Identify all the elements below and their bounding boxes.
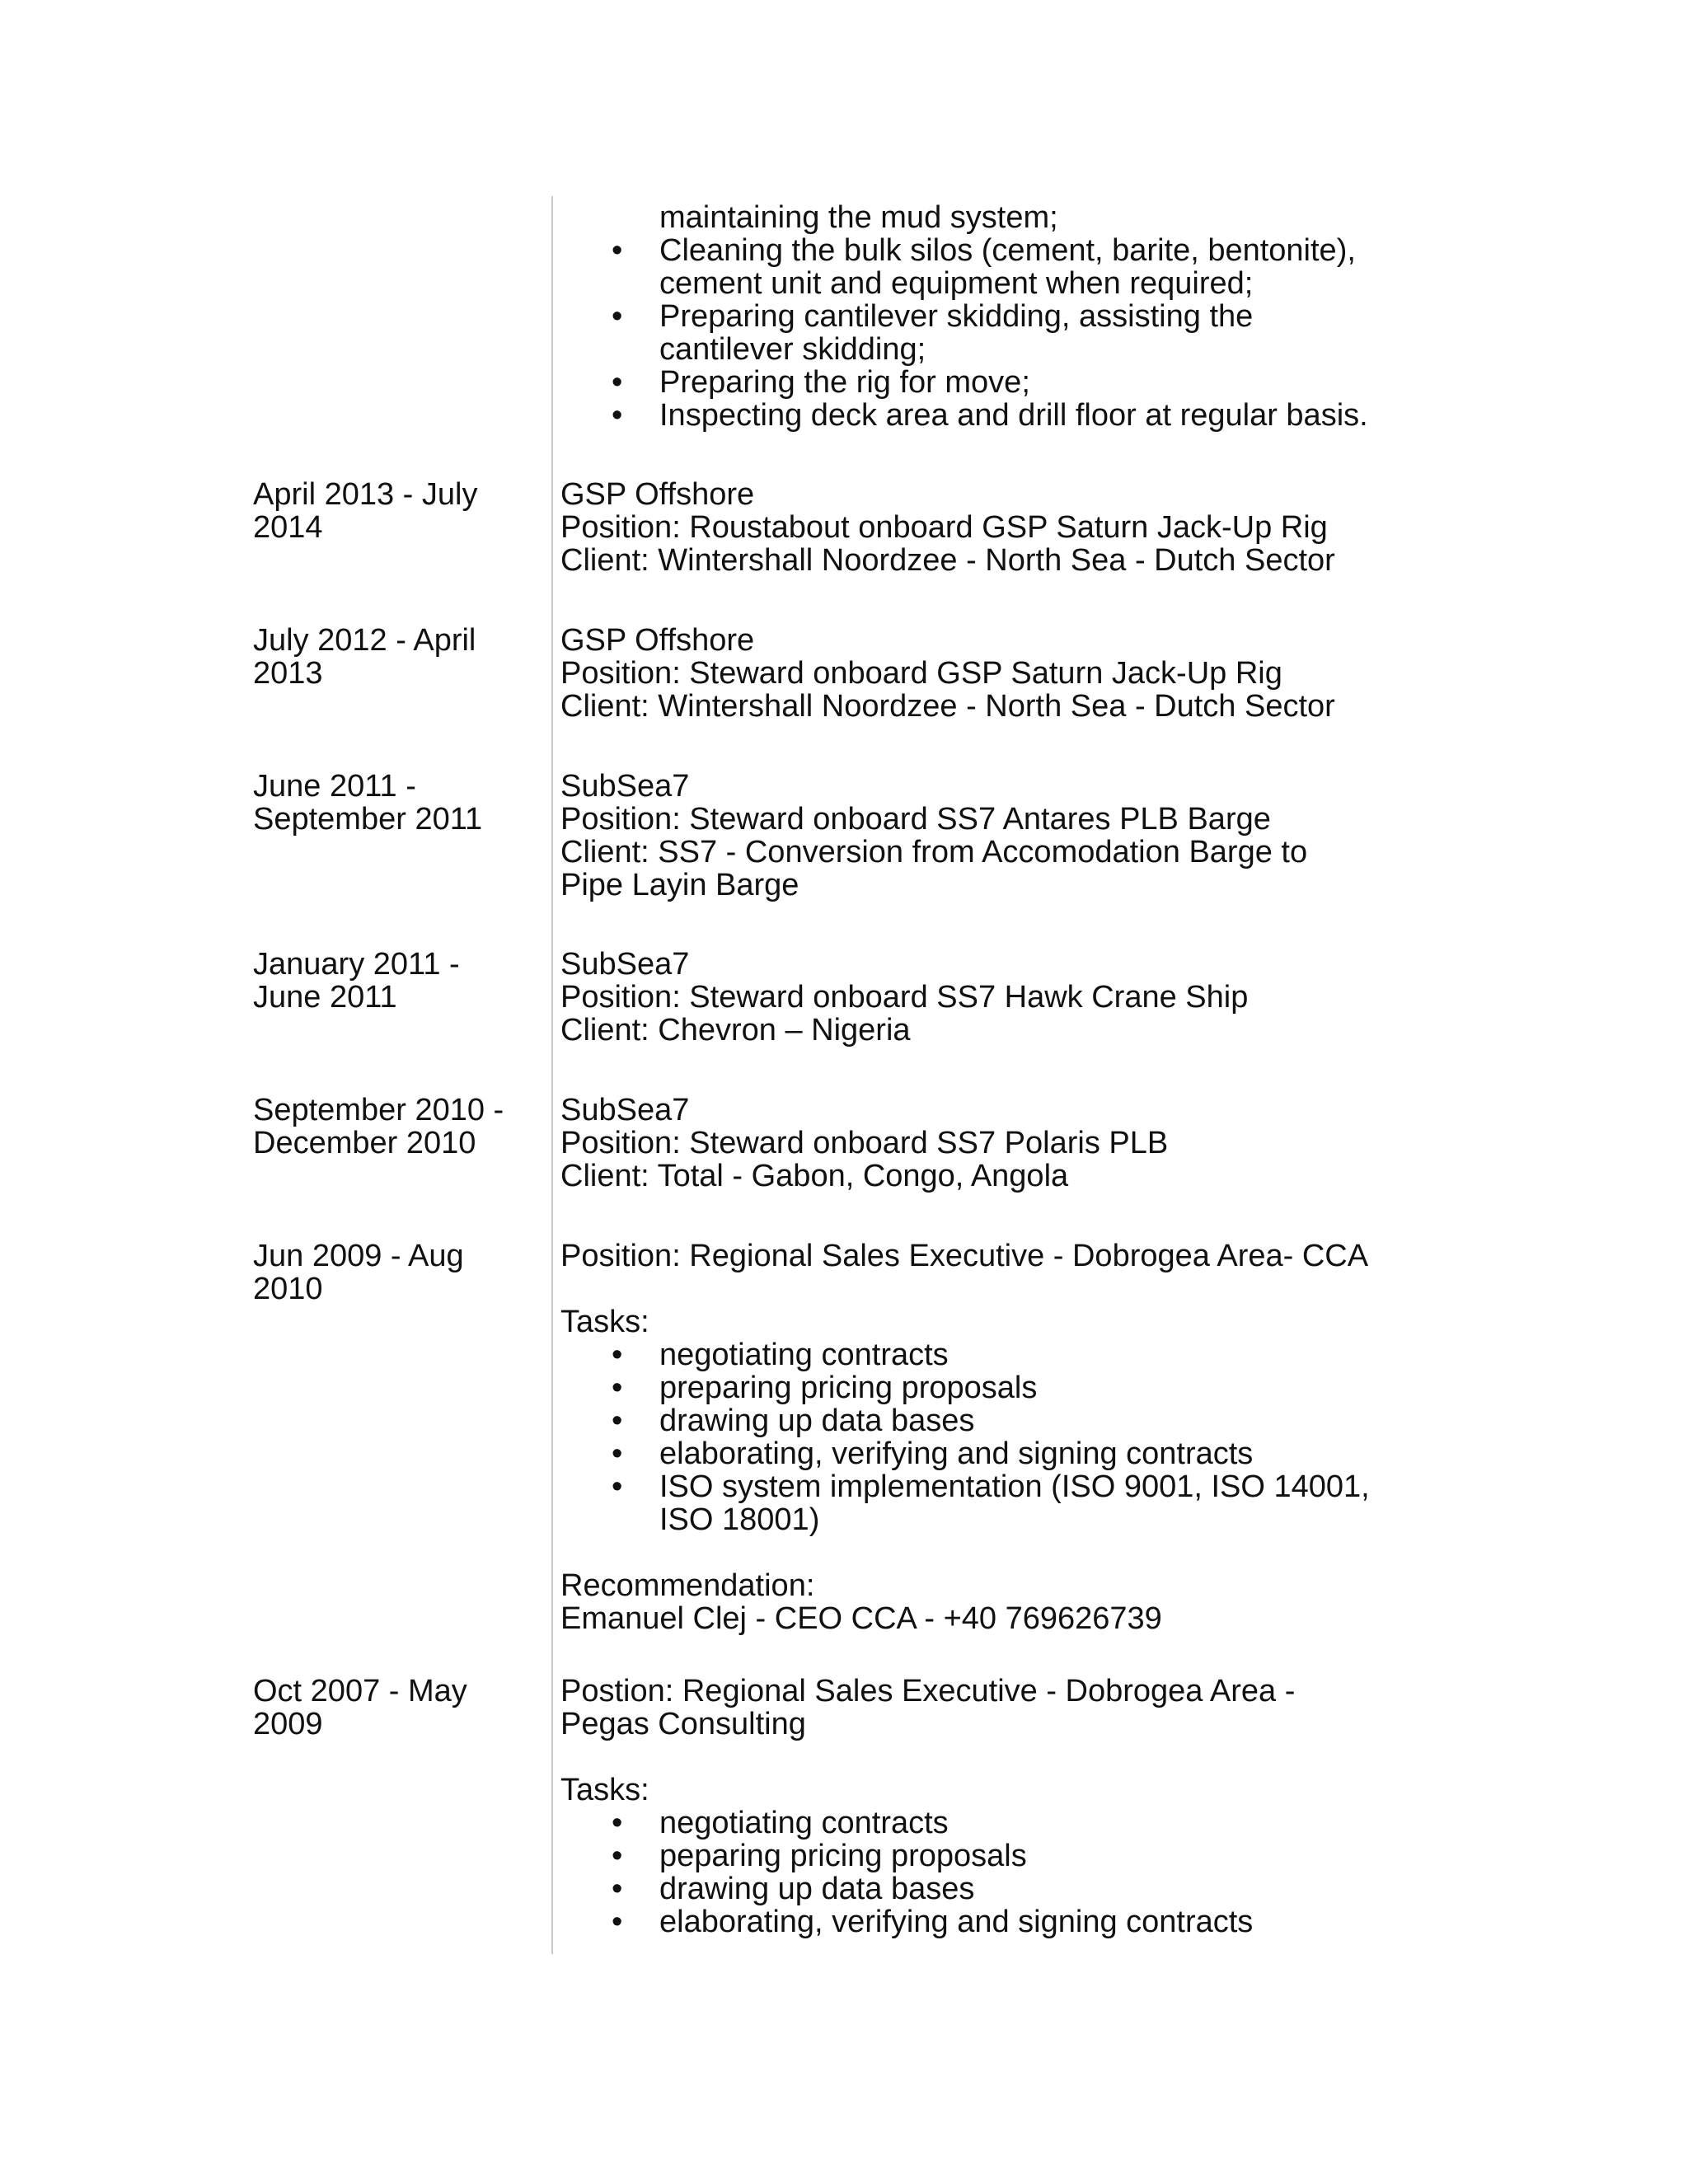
client-continued: Pipe Layin Barge [560,868,799,902]
employer: GSP Offshore [560,623,755,658]
list-item: • Inspecting deck area and drill floor at regular basis. [560,399,1508,432]
employer: SubSea7 [560,1093,690,1127]
entry-date: Oct 2007 - May 2009 [253,1674,467,1741]
entry-details [560,478,1508,577]
position: Position: Steward onboard SS7 Hawk Crane Ship [560,980,1249,1015]
employer: GSP Offshore [560,477,755,512]
position: Position: Regional Sales Executive - Dobrogea Area- CCA [560,1239,1369,1273]
position: Position: Roustabout onboard GSP Saturn Jack-Up Rig [560,510,1328,545]
top-continuation [560,201,1508,432]
position: Postion: Regional Sales Executive - Dobrogea Area - [560,1674,1296,1708]
list-item: • Preparing cantilever skidding, assisting the cantilever skidding; [560,300,1508,366]
entry-details [560,1094,1508,1193]
client: Client: Total - Gabon, Congo, Angola [560,1159,1069,1193]
list-item: • Cleaning the bulk silos (cement, barite, bentonite), cement unit and equipment when required; [560,234,1508,300]
entry-details [560,770,1508,902]
client: Client: Wintershall Noordzee - North Sea - Dutch Sector [560,543,1335,578]
entry-details [560,624,1508,723]
position: Position: Steward onboard SS7 Antares PLB Barge [560,802,1271,837]
client: Client: SS7 - Conversion from Accomodation Barge to [560,835,1308,869]
list-item: • peparing pricing proposals [560,1840,1508,1872]
entry-details [560,1675,1508,1938]
duties-list [560,234,1508,432]
list-item: • drawing up data bases [560,1872,1508,1905]
client: Client: Wintershall Noordzee - North Sea - Dutch Sector [560,689,1335,724]
column-divider [551,196,553,1954]
list-item: • negotiating contracts [560,1807,1508,1840]
entry-date: September 2010 - December 2010 [253,1093,504,1160]
list-item: • preparing pricing proposals [560,1371,1508,1404]
entry-date: June 2011 - September 2011 [253,769,483,837]
entry-date: July 2012 - April 2013 [253,623,476,691]
list-item: • ISO system implementation (ISO 9001, ISO 14001, ISO 18001) [560,1470,1508,1536]
recommendation: Emanuel Clej - CEO CCA - +40 769626739 [560,1601,1162,1636]
entry-date: Jun 2009 - Aug 2010 [253,1239,464,1306]
client: Client: Chevron – Nigeria [560,1013,911,1047]
list-item: • elaborating, verifying and signing contracts [560,1437,1508,1470]
tasks-list [560,1338,1508,1536]
recommendation-label: Recommendation: [560,1568,815,1603]
entry-date: January 2011 - June 2011 [253,947,460,1015]
entry-details [560,1240,1508,1635]
list-item: • negotiating contracts [560,1338,1508,1371]
employer: SubSea7 [560,947,690,982]
list-item: • drawing up data bases [560,1404,1508,1437]
entry-details [560,948,1508,1047]
continuation-line: maintaining the mud system; [659,200,1058,235]
tasks-label: Tasks: [560,1305,649,1339]
list-item: • Preparing the rig for move; [560,366,1508,399]
employer: SubSea7 [560,769,690,804]
list-item: • elaborating, verifying and signing contracts [560,1905,1508,1938]
tasks-list [560,1807,1508,1938]
position: Position: Steward onboard SS7 Polaris PLB [560,1126,1169,1160]
position-continued: Pegas Consulting [560,1707,806,1741]
position: Position: Steward onboard GSP Saturn Jack-Up Rig [560,656,1282,691]
entry-date: April 2013 - July 2014 [253,477,478,545]
tasks-label: Tasks: [560,1773,649,1807]
